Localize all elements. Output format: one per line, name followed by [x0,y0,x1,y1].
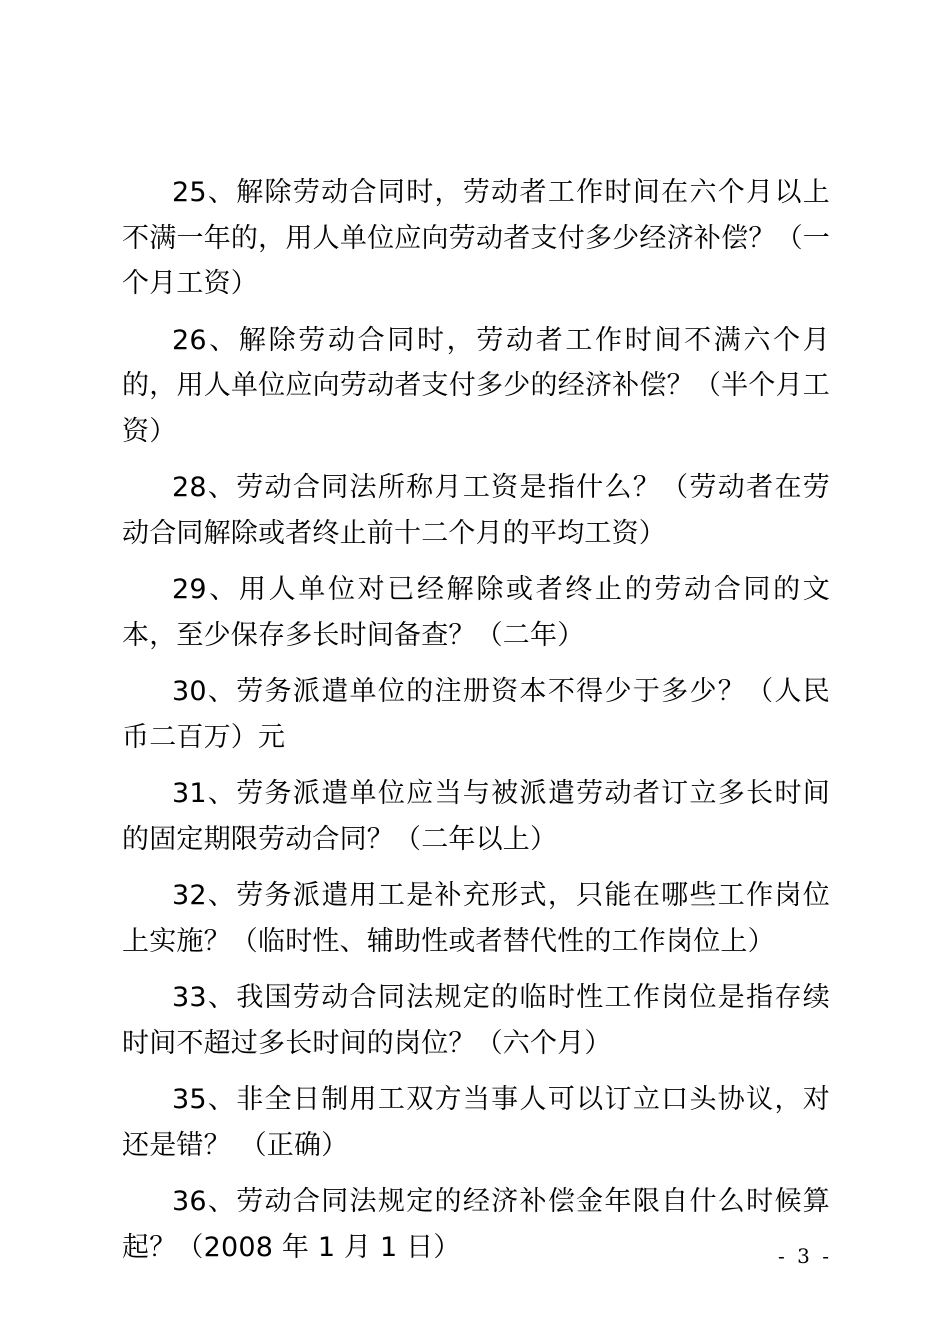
qa-item-28: 28、劳动合同法所称月工资是指什么？（劳动者在劳动合同解除或者终止前十二个月的平均工资） [122,472,830,549]
qa-item-29: 29、用人单位对已经解除或者终止的劳动合同的文本，至少保存多长时间备查？（二年） [122,574,830,651]
qa-item-32: 32、劳务派遣用工是补充形式，只能在哪些工作岗位上实施？（临时性、辅助性或者替代性的工作岗位上） [122,880,830,957]
qa-item-30: 30、劳务派遣单位的注册资本不得少于多少？（人民币二百万）元 [122,676,830,753]
qa-item-26: 26、解除劳动合同时，劳动者工作时间不满六个月的，用人单位应向劳动者支付多少的经济补偿？（半个月工资） [122,324,830,447]
qa-item-35: 35、非全日制用工双方当事人可以订立口头协议，对还是错？ （正确） [122,1084,830,1161]
qa-list [122,170,830,1281]
qa-item-33: 33、我国劳动合同法规定的临时性工作岗位是指存续时间不超过多长时间的岗位？（六个月） [122,982,830,1059]
qa-item-36: 36、劳动合同法规定的经济补偿金年限自什么时候算起？（2008 年 1 月 1 日） [122,1186,830,1263]
page-number: - 3 - [778,1244,832,1268]
qa-item-25: 25、解除劳动合同时，劳动者工作时间在六个月以上不满一年的，用人单位应向劳动者支付多少经济补偿？（一个月工资） [122,177,830,299]
qa-item-31: 31、劳务派遣单位应当与被派遣劳动者订立多长时间的固定期限劳动合同？（二年以上） [122,778,830,855]
